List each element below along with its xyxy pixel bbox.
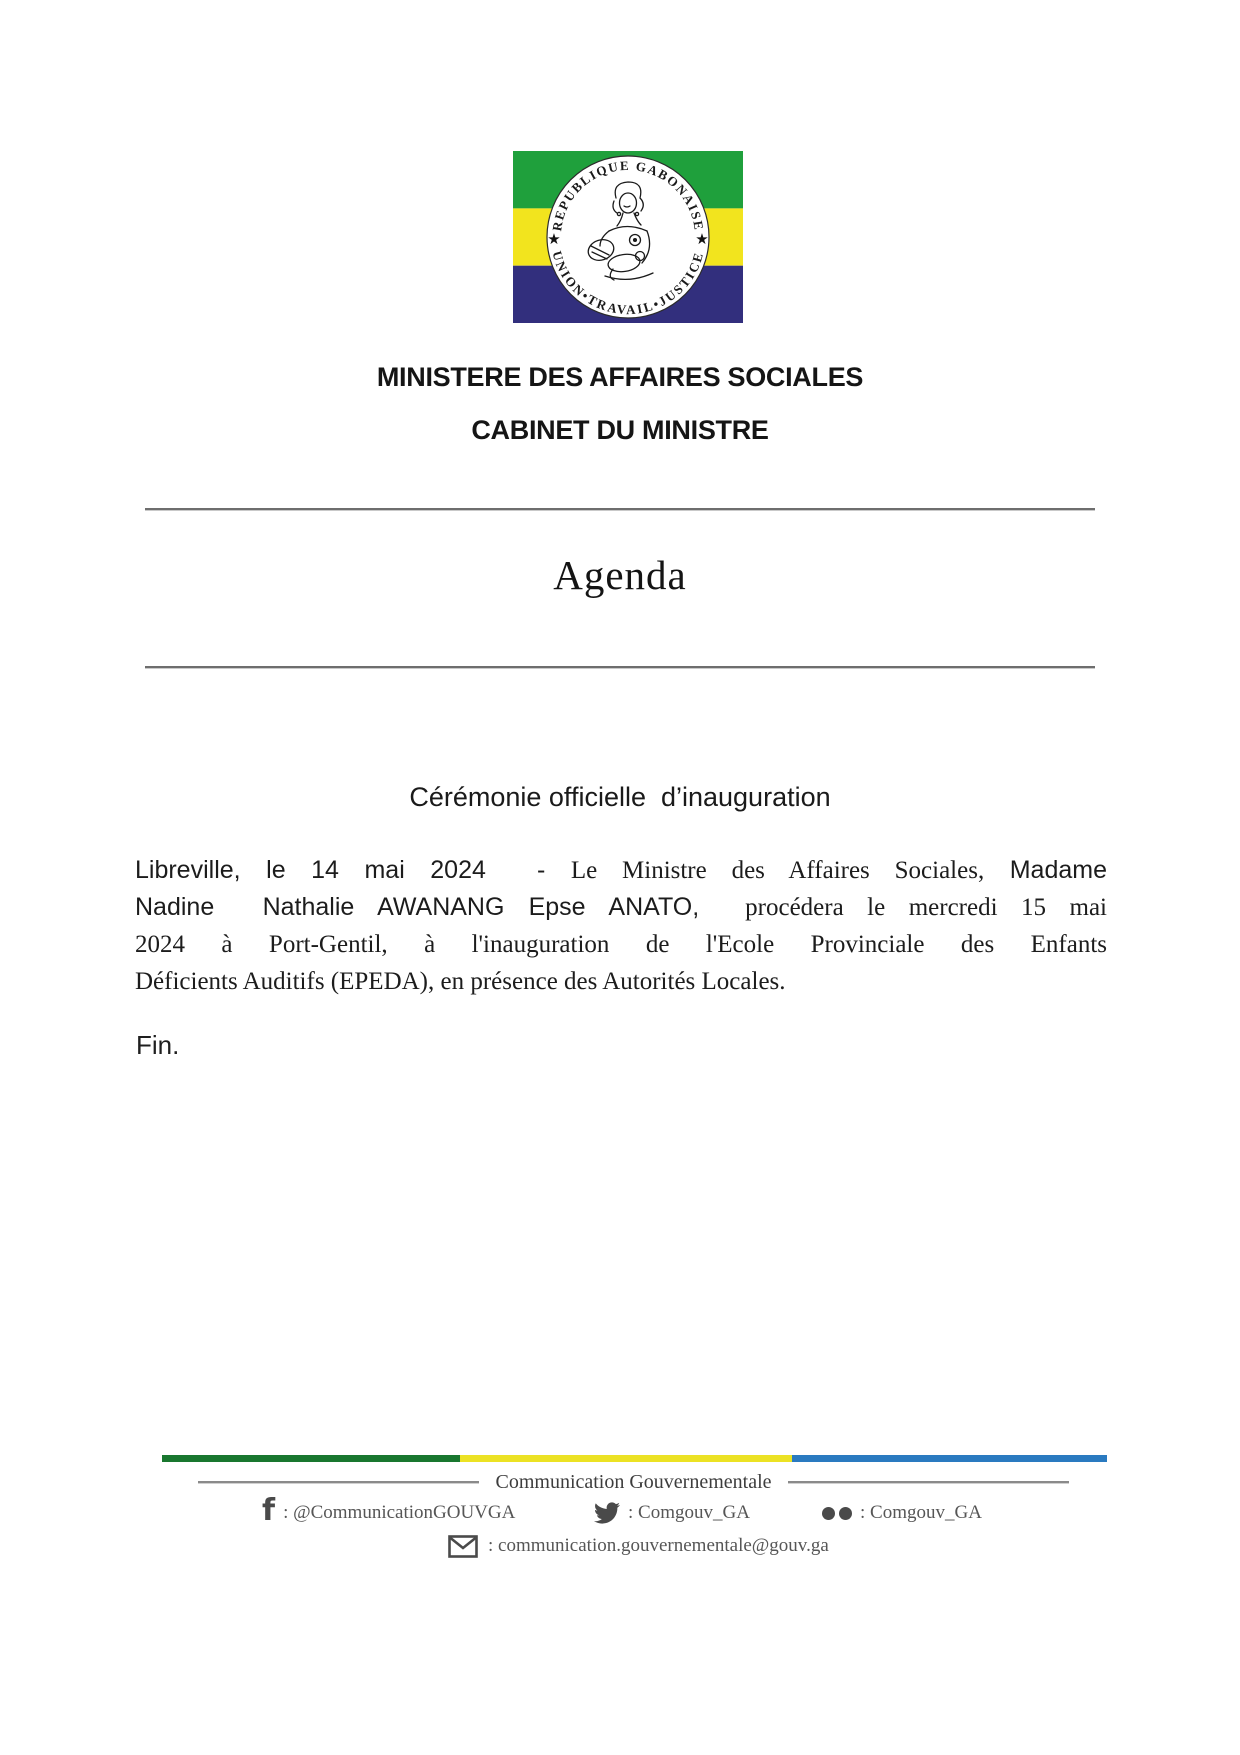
footer-bar-yellow	[460, 1455, 792, 1462]
body-line1-sans2: Madame	[984, 856, 1107, 884]
horizontal-rule-bottom	[145, 666, 1095, 669]
star-left-icon: ★	[547, 231, 561, 248]
seal-top-text: REPUBLIQUE GABONAISE	[549, 157, 707, 233]
body-line-2	[135, 889, 1107, 926]
gabon-emblem-logo	[513, 151, 743, 323]
flickr-dot-right	[839, 1507, 852, 1520]
horizontal-rule-top	[145, 508, 1095, 511]
footer-flickr	[822, 1498, 982, 1528]
footer-facebook	[262, 1493, 516, 1528]
body-line1-sans: Libreville, le 14 mai 2024 -	[135, 856, 571, 884]
email-address: : communication.gouvernementale@gouv.ga	[488, 1535, 829, 1556]
body-paragraph	[135, 852, 1107, 1000]
flickr-handle: : Comgouv_GA	[860, 1502, 982, 1523]
facebook-handle: : @CommunicationGOUVGA	[283, 1502, 516, 1523]
footer-twitter	[594, 1498, 750, 1528]
footer-email	[448, 1531, 829, 1561]
document-title: Agenda	[553, 552, 687, 598]
body-line1-serif: Le Ministre des Affaires Sociales,	[570, 857, 985, 884]
body-line2-sans: Nadine Nathalie AWANANG Epse ANATO,	[135, 893, 700, 921]
footer-bar-green	[162, 1455, 460, 1462]
envelope-icon	[448, 1535, 478, 1558]
flickr-icon	[822, 1507, 852, 1520]
fin-label: Fin.	[136, 1030, 180, 1060]
gabon-emblem-graphic	[513, 151, 743, 323]
body-line2-serif: procédera le mercredi 15 mai	[745, 894, 1107, 921]
cabinet-heading: CABINET DU MINISTRE	[471, 415, 769, 445]
twitter-icon	[594, 1500, 620, 1526]
star-right-icon: ★	[695, 231, 709, 248]
body-line-1	[135, 852, 1107, 889]
footer-tricolor-bar	[162, 1455, 1107, 1462]
body-line-4: Déficients Auditifs (EPEDA), en présence des Autorités Locales.	[135, 968, 786, 995]
footer-label: Communication Gouvernementale	[495, 1470, 772, 1493]
twitter-handle: : Comgouv_GA	[628, 1502, 750, 1523]
body-line-3: 2024 à Port-Gentil, à l'inauguration de l'Ecole Provinciale des Enfants	[135, 931, 1107, 958]
footer-bar-blue	[792, 1455, 1107, 1462]
ministry-heading: MINISTERE DES AFFAIRES SOCIALES	[376, 362, 864, 392]
footer-label-row	[198, 1469, 1069, 1495]
seal-bottom-text: UNION•TRAVAIL•JUSTICE	[549, 249, 707, 318]
seal-circle	[547, 156, 709, 318]
facebook-icon: f	[262, 1493, 276, 1528]
flickr-dot-left	[822, 1507, 835, 1520]
event-subtitle: Cérémonie officielle d’inauguration	[409, 782, 831, 812]
